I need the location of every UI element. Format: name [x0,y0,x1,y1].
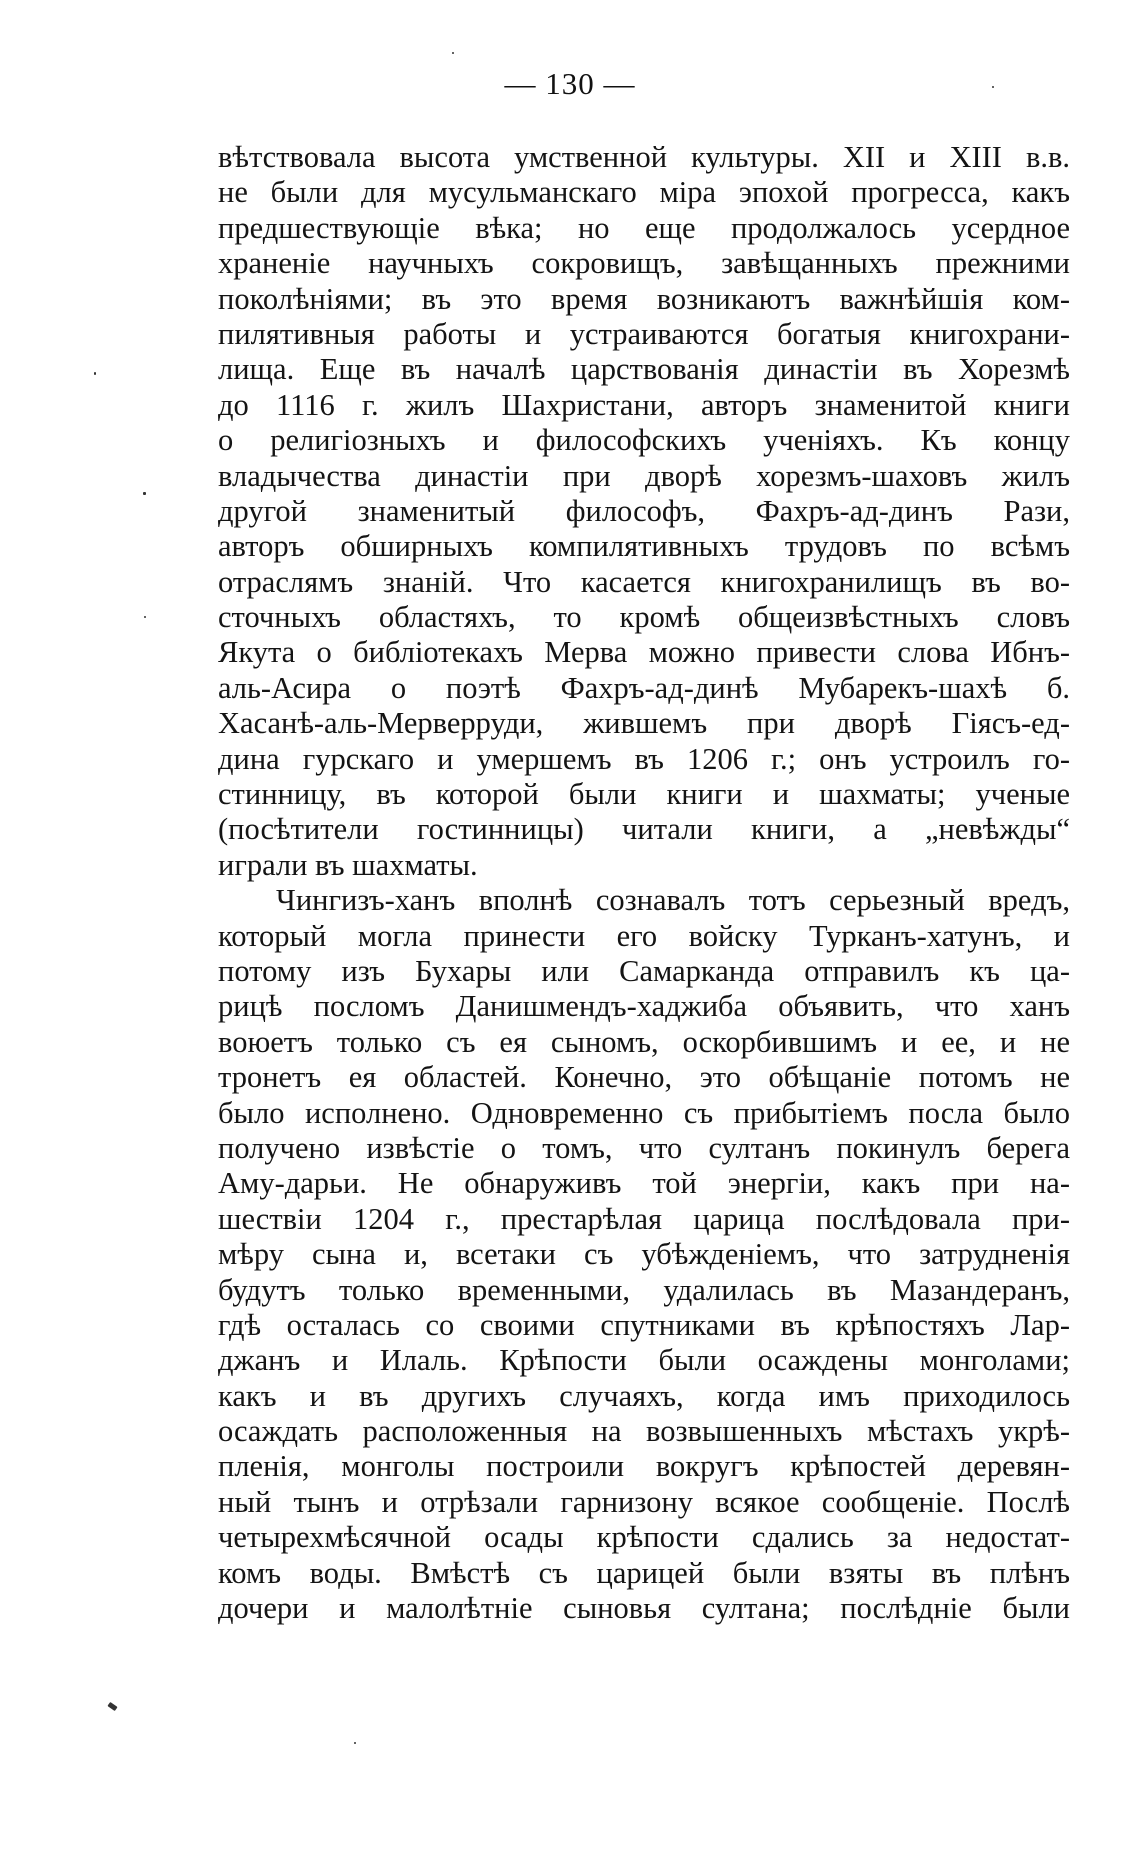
text-line: джанъ и Илаль. Крѣпости были осаждены монголами; [218,1343,1070,1378]
scan-speck [144,616,146,618]
text-line: четырехмѣсячной осады крѣпости сдались за недостат- [218,1520,1070,1555]
text-line: поколѣніями; въ это время возникаютъ важнѣйшія ком- [218,281,1070,316]
text-line: Чингизъ-ханъ вполнѣ сознавалъ тотъ серьезный вредъ, [276,883,1070,918]
text-line: пилятивныя работы и устраиваются богатыя книгохрани- [218,316,1070,351]
text-line: сточныхъ областяхъ, то кромѣ общеизвѣстныхъ словъ [218,600,1070,635]
scan-speck [452,52,454,54]
text-line: какъ и въ другихъ случаяхъ, когда имъ приходилось [218,1378,1070,1413]
text-body [218,140,1070,1626]
text-line: который могла принести его войску Турканъ-хатунъ, и [218,918,1070,953]
text-line: потому изъ Бухары или Самарканда отправилъ къ ца- [218,953,1070,988]
text-line: комъ воды. Вмѣстѣ съ царицей были взяты въ плѣнъ [218,1555,1070,1590]
text-line: лища. Еще въ началѣ царствованія династіи въ Хорезмѣ [218,352,1070,387]
text-line: стинницу, въ которой были книги и шахматы; ученые [218,777,1070,812]
text-line: дочери и малолѣтніе сыновья султана; послѣдніе были [218,1591,1070,1626]
text-line: получено извѣстіе о томъ, что султанъ покинулъ берега [218,1130,1070,1165]
text-line: владычества династіи при дворѣ хорезмъ-шаховъ жилъ [218,458,1070,493]
text-line: было исполнено. Одновременно съ прибытіемъ посла было [218,1095,1070,1130]
text-line: Якута о библіотекахъ Мерва можно привести слова Ибнъ- [218,635,1070,670]
text-line: до 1116 г. жилъ Шахристани, авторъ знаменитой книги [218,387,1070,422]
text-line: дина гурскаго и умершемъ въ 1206 г.; онъ устроилъ го- [218,741,1070,776]
text-line: о религіозныхъ и философскихъ ученіяхъ. Къ концу [218,423,1070,458]
text-line: предшествующіе вѣка; но еще продолжалось усердное [218,210,1070,245]
scan-speck [107,1702,117,1711]
scan-speck [143,492,146,495]
scan-speck [992,86,994,88]
scan-speck [94,372,96,375]
text-line: Хасанѣ-аль-Мерверруди, жившемъ при дворѣ Гіясъ-ед- [218,706,1070,741]
text-line: осаждать расположенныя на возвышенныхъ мѣстахъ укрѣ- [218,1414,1070,1449]
text-line: шествіи 1204 г., престарѣлая царица послѣдовала при- [218,1201,1070,1236]
text-line: ный тынъ и отрѣзали гарнизону всякое сообщеніе. Послѣ [218,1484,1070,1519]
text-line: вѣтствовала высота умственной культуры. XII и XIII в.в. [218,140,1070,174]
paragraph-2 [218,883,1070,1626]
text-line: (посѣтители гостинницы) читали книги, а „невѣжды“ [218,812,1070,847]
text-line: воюетъ только съ ея сыномъ, оскорбившимъ и ее, и не [218,1024,1070,1059]
paragraph-1 [218,140,1070,883]
text-line: не были для мусульманскаго міра эпохой прогресса, какъ [218,175,1070,210]
text-line: пленія, монголы построили вокругъ крѣпостей деревян- [218,1449,1070,1484]
text-line: гдѣ осталась со своими спутниками въ крѣпостяхъ Лар- [218,1307,1070,1342]
text-line: будутъ только временными, удалилась въ Мазандеранъ, [218,1272,1070,1307]
text-line: играли въ шахматы. [218,847,478,882]
text-line: рицѣ посломъ Данишмендъ-хаджиба объявить, что ханъ [218,989,1070,1024]
text-line: мѣру сына и, всетаки съ убѣжденіемъ, что затрудненія [218,1237,1070,1272]
text-line: аль-Асира о поэтѣ Фахръ-ад-динѣ Мубарекъ-шахѣ б. [218,670,1070,705]
text-line: отраслямъ знаній. Что касается книгохранилищъ въ во- [218,564,1070,599]
text-line: храненіе научныхъ сокровищъ, завѣщанныхъ прежними [218,246,1070,281]
text-line: другой знаменитый философъ, Фахръ-ад-динъ Рази, [218,493,1070,528]
scan-speck [354,1742,356,1744]
text-line: тронетъ ея областей. Конечно, это обѣщаніе потомъ не [218,1060,1070,1095]
page-number: — 130 — [504,66,636,101]
text-line: авторъ обширныхъ компилятивныхъ трудовъ по всѣмъ [218,529,1070,564]
text-line: Аму-дарьи. Не обнаруживъ той энергіи, какъ при на- [218,1166,1070,1201]
